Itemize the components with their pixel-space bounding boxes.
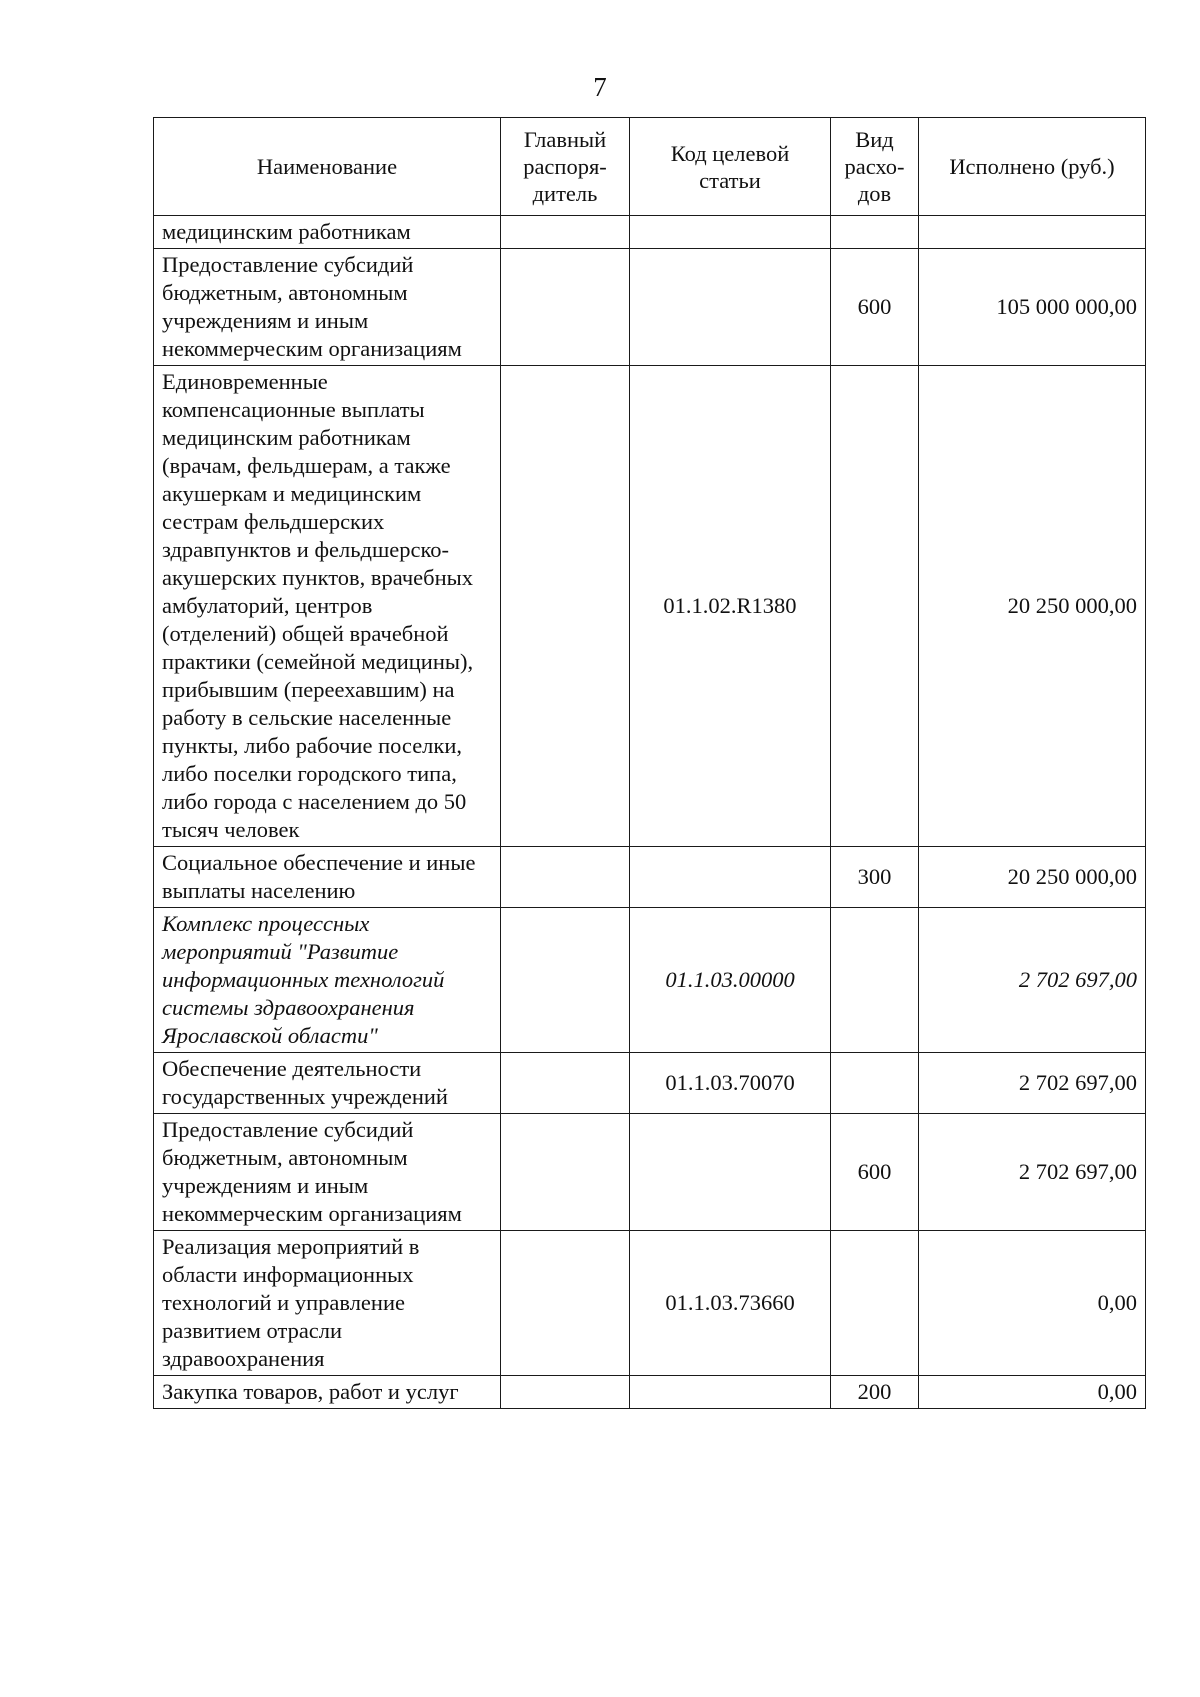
table-row [154, 1231, 1146, 1376]
header-target-code: Код целевой статьи [630, 118, 831, 216]
table-row [154, 847, 1146, 908]
cell-target-code [630, 847, 831, 908]
cell-target-code [630, 1114, 831, 1231]
cell-executed-amount: 105 000 000,00 [919, 249, 1146, 366]
cell-expense-type: 200 [831, 1376, 919, 1409]
cell-expense-type [831, 216, 919, 249]
cell-expense-type [831, 1053, 919, 1114]
header-expense-type: Вид расхо-дов [831, 118, 919, 216]
cell-expense-type [831, 908, 919, 1053]
cell-executed-amount: 20 250 000,00 [919, 847, 1146, 908]
budget-execution-table [153, 117, 1146, 1409]
cell-target-code: 01.1.03.73660 [630, 1231, 831, 1376]
cell-chief-administrator [501, 249, 630, 366]
header-name: Наименование [154, 118, 501, 216]
cell-target-code [630, 1376, 831, 1409]
cell-target-code [630, 216, 831, 249]
cell-executed-amount: 0,00 [919, 1376, 1146, 1409]
cell-name: Комплекс процессных мероприятий "Развитие информационных технологий системы здравоохранения Ярославской области" [154, 908, 501, 1053]
cell-expense-type: 600 [831, 249, 919, 366]
table-row [154, 1376, 1146, 1409]
cell-chief-administrator [501, 847, 630, 908]
cell-target-code: 01.1.03.70070 [630, 1053, 831, 1114]
cell-executed-amount: 20 250 000,00 [919, 366, 1146, 847]
table-row [154, 1053, 1146, 1114]
cell-name: Социальное обеспечение и иные выплаты населению [154, 847, 501, 908]
table-row [154, 366, 1146, 847]
cell-expense-type [831, 1231, 919, 1376]
cell-chief-administrator [501, 1114, 630, 1231]
table-row [154, 249, 1146, 366]
page-number: 7 [593, 72, 607, 102]
table-header-row [154, 118, 1146, 216]
cell-executed-amount: 2 702 697,00 [919, 1053, 1146, 1114]
cell-chief-administrator [501, 908, 630, 1053]
cell-executed-amount: 2 702 697,00 [919, 908, 1146, 1053]
cell-chief-administrator [501, 216, 630, 249]
cell-expense-type: 600 [831, 1114, 919, 1231]
cell-executed-amount: 0,00 [919, 1231, 1146, 1376]
cell-executed-amount [919, 216, 1146, 249]
cell-chief-administrator [501, 1376, 630, 1409]
cell-name: медицинским работникам [154, 216, 501, 249]
cell-name: Закупка товаров, работ и услуг [154, 1376, 501, 1409]
header-executed-amount: Исполнено (руб.) [919, 118, 1146, 216]
cell-chief-administrator [501, 1053, 630, 1114]
cell-name: Обеспечение деятельности государственных учреждений [154, 1053, 501, 1114]
table-row [154, 908, 1146, 1053]
cell-name: Реализация мероприятий в области информационных технологий и управление развитием отрасли здравоохранения [154, 1231, 501, 1376]
cell-target-code: 01.1.03.00000 [630, 908, 831, 1053]
cell-chief-administrator [501, 1231, 630, 1376]
header-chief-administrator: Главный распоря-дитель [501, 118, 630, 216]
table-row [154, 216, 1146, 249]
cell-name: Предоставление субсидий бюджетным, автономным учреждениям и иным некоммерческим организациям [154, 249, 501, 366]
table-row [154, 1114, 1146, 1231]
cell-target-code: 01.1.02.R1380 [630, 366, 831, 847]
cell-expense-type: 300 [831, 847, 919, 908]
cell-chief-administrator [501, 366, 630, 847]
cell-name: Единовременные компенсационные выплаты медицинским работникам (врачам, фельдшерам, а также акушеркам и медицинским сестрам фельдшерских здравпунктов и фельдшерско-акушерских пунктов, врачебных амбулаторий, центров (отделений) общей врачебной практики (семейной медицины), прибывшим (переехавшим) на работу в сельские населенные пункты, либо рабочие поселки, либо поселки городского типа, либо города с населением до 50 тысяч человек [154, 366, 501, 847]
cell-target-code [630, 249, 831, 366]
cell-name: Предоставление субсидий бюджетным, автономным учреждениям и иным некоммерческим организациям [154, 1114, 501, 1231]
cell-expense-type [831, 366, 919, 847]
cell-executed-amount: 2 702 697,00 [919, 1114, 1146, 1231]
